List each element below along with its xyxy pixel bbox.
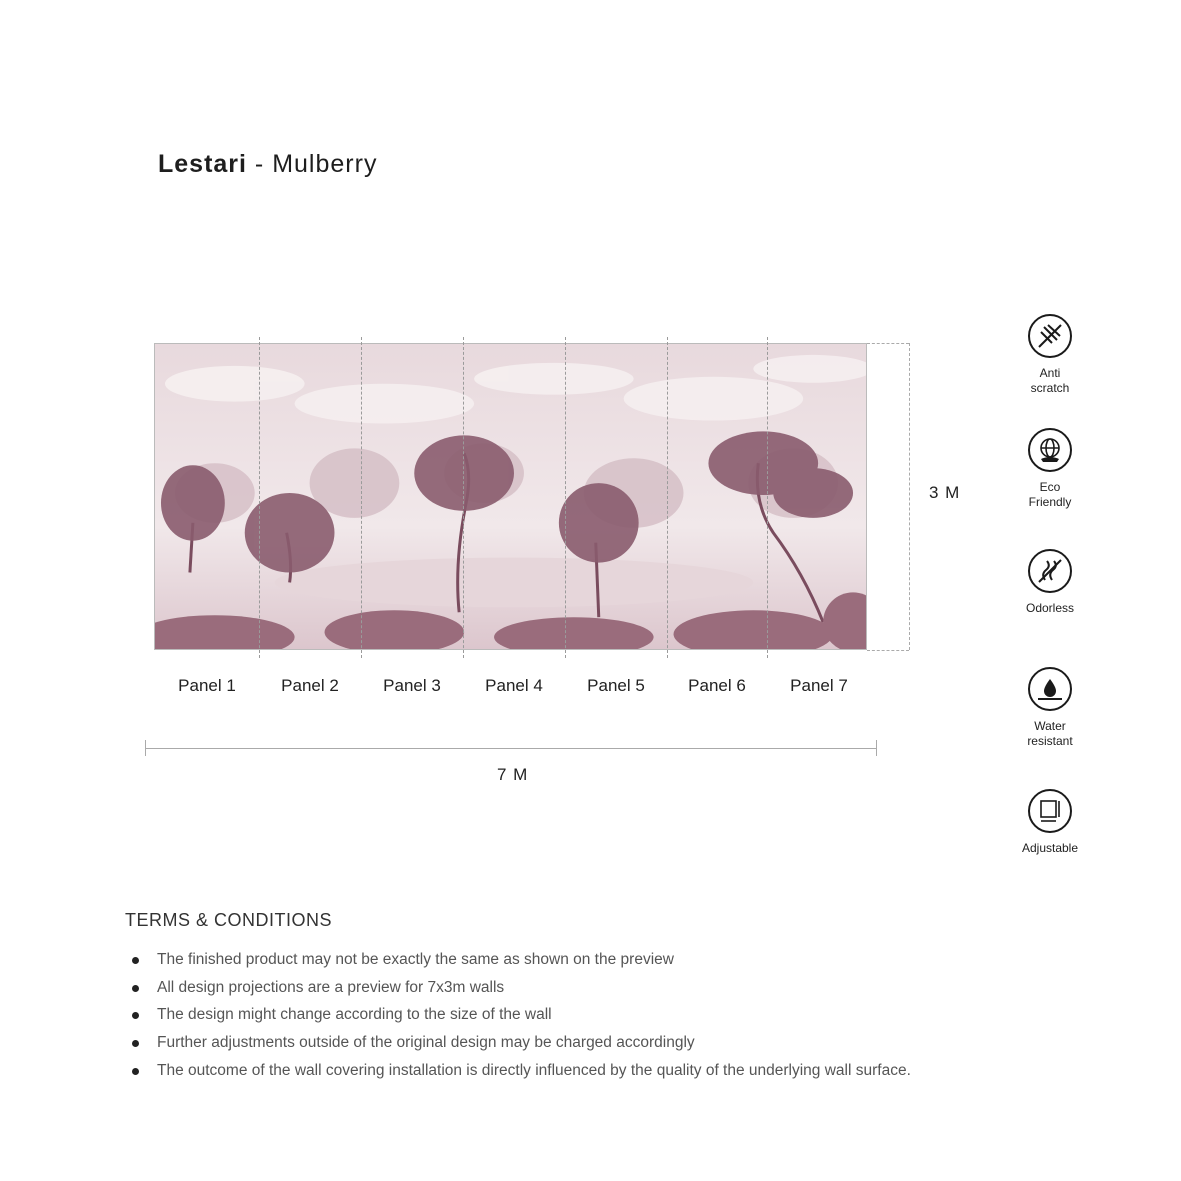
terms-title: TERMS & CONDITIONS (125, 910, 333, 930)
water-resistant-icon (1028, 667, 1072, 711)
panel-label: Panel 2 (281, 676, 339, 695)
width-label: 7 M (497, 765, 529, 784)
feature-eco-friendly (1000, 428, 1100, 510)
feature-label: Adjustable (1021, 841, 1079, 855)
title-separator: - (246, 150, 273, 178)
feature-water-resistant (1000, 667, 1100, 749)
height-guide-line (909, 343, 910, 650)
mural-forest-illustration (155, 344, 866, 649)
feature-label: Odorless (1025, 601, 1075, 615)
feature-label: Eco Friendly (1028, 480, 1072, 509)
panel-label: Panel 1 (178, 676, 236, 695)
feature-anti-scratch (1000, 314, 1100, 396)
height-guide-top (867, 343, 909, 344)
panel-divider (667, 337, 668, 658)
product-name: Lestari (158, 150, 247, 178)
panel-divider (565, 337, 566, 658)
eco-friendly-icon (1028, 428, 1072, 472)
width-guide-line (145, 748, 876, 749)
feature-adjustable (1000, 789, 1100, 856)
feature-label: Anti scratch (1030, 366, 1070, 395)
mural-preview (154, 343, 867, 650)
panel-divider (767, 337, 768, 658)
terms-item: Further adjustments outside of the original design may be charged accordingly (130, 1031, 911, 1059)
width-guide-end (876, 740, 877, 756)
anti-scratch-icon (1028, 314, 1072, 358)
product-title (158, 150, 377, 179)
panel-divider (361, 337, 362, 658)
panel-divider (259, 337, 260, 658)
panel-divider (463, 337, 464, 658)
panel-label: Panel 5 (587, 676, 645, 695)
terms-item: The design might change according to the size of the wall (130, 1003, 911, 1031)
adjustable-icon (1028, 789, 1072, 833)
terms-item: The finished product may not be exactly the same as shown on the preview (130, 948, 911, 976)
height-guide-bottom (867, 650, 909, 651)
feature-label: Water resistant (1027, 719, 1073, 748)
panel-label: Panel 7 (790, 676, 848, 695)
panel-label: Panel 6 (688, 676, 746, 695)
panel-label: Panel 4 (485, 676, 543, 695)
feature-odorless (1000, 549, 1100, 616)
terms-list (130, 948, 911, 1086)
odorless-icon (1028, 549, 1072, 593)
panel-label: Panel 3 (383, 676, 441, 695)
terms-item: All design projections are a preview for 7x3m walls (130, 976, 911, 1004)
product-variant: Mulberry (272, 150, 378, 178)
height-label: 3 M (929, 483, 961, 502)
terms-item: The outcome of the wall covering installation is directly influenced by the quality of the underlying wall surface. (130, 1059, 911, 1087)
